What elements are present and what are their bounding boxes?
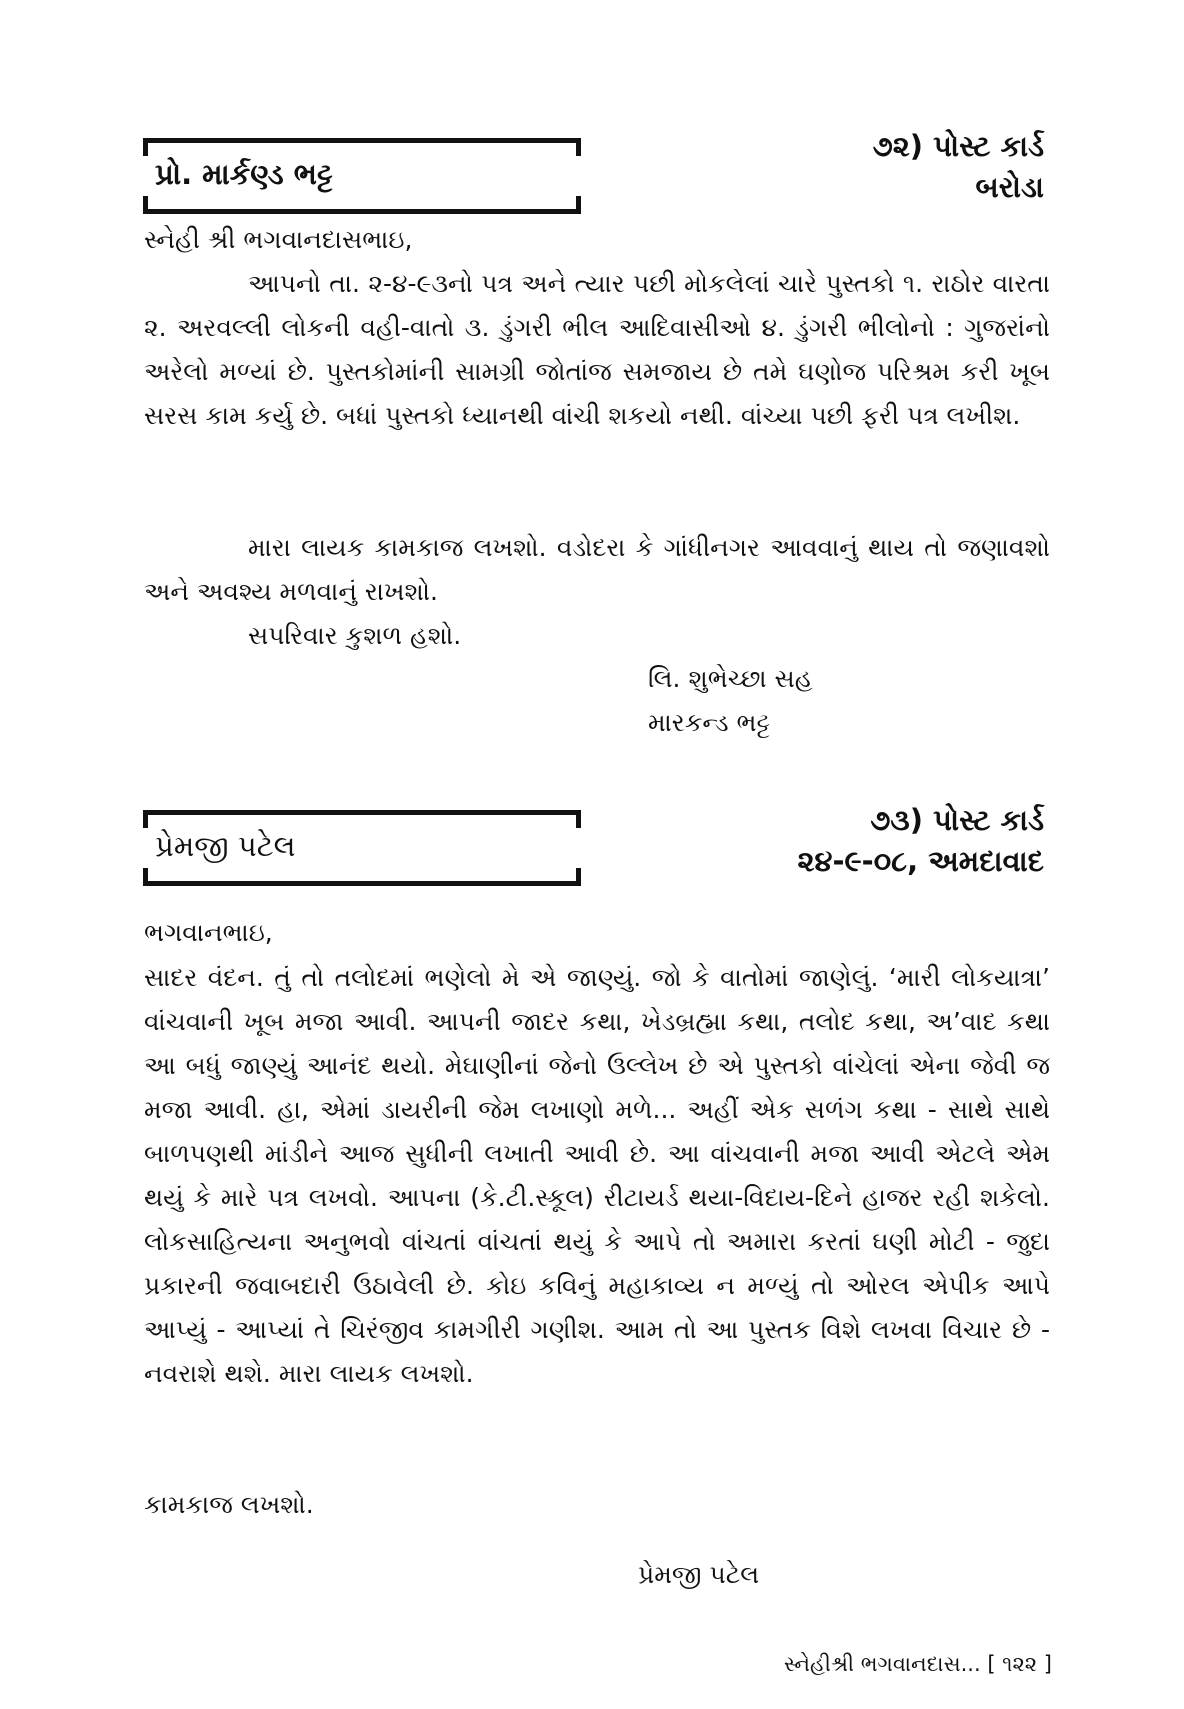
letter1-salutation: સ્નેહી શ્રી ભગવાનદાસભાઇ, [144,225,413,254]
letter2-signature: પ્રેમજી પટેલ [638,1560,760,1589]
letter1-signature: મારકન્ડ ભટ્ટ [648,708,771,737]
letter2-sender-name: પ્રેમજી પટેલ [155,829,296,863]
footer-page-number: [ ૧૨૨ ] [987,1652,1052,1676]
page-footer [784,1652,1052,1677]
letter1-paragraph-1: આપનો તા. ૨-૪-૯૩નો પત્ર અને ત્યાર પછી મોકલેલાં ચારે પુસ્તકો ૧. રાઠોર વારતા ૨. અરવલ્લી લોકની વહી-વાતો ૩. ડુંગરી ભીલ આદિવાસીઓ ૪. ડુંગરી ભીલોનો : ગુજરાંનો અરેલો મળ્યાં છે. પુસ્તકોમાંની સામગ્રી જોતાંજ સમજાય છે તમે ઘણોજ પરિશ્રમ કરી ખૂબ સરસ કામ કર્યુ છે. બધાં પુસ્તકો ધ્યાનથી વાંચી શકયો નથી. વાંચ્યા પછી ફરી પત્ર લખીશ. [144,269,1050,430]
letter2-paragraph-1: સાદર વંદન. તું તો તલોદમાં ભણેલો મે એ જાણ્યું. જો કે વાતોમાં જાણેલું. ‘મારી લોકયાત્રા’ વાંચવાની ખૂબ મજા આવી. આપની જાદર કથા, ખેડબ્રહ્મા કથા, તલોદ કથા, અ’વાદ કથા આ બધું જાણ્યું આનંદ થયો. મેઘાણીનાં જેનો ઉલ્લેખ છે એ પુસ્તકો વાંચેલાં એના જેવી જ મજા આવી. હા, એમાં ડાયરીની જેમ લખાણો મળે... અહીં એક સળંગ કથા - સાથે સાથે બાળપણથી માંડીને આજ સુધીની લખાતી આવી છે. આ વાંચવાની મજા આવી એટલે એમ થયું કે મારે પત્ર લખવો. આપના (કે.ટી.સ્કૂલ) રીટાયર્ડ થયા-વિદાય-દિને હાજર રહી શકેલો. લોકસાહિત્યના અનુભવો વાંચતાં વાંચતાં થયું કે આપે તો અમારા કરતાં ઘણી મોટી - જુદા પ્રકારની જવાબદારી ઉઠાવેલી છે. કોઇ કવિનું મહાકાવ્ય ન મળ્યું તો ઓરલ એપીક આપે આપ્યું - આપ્યાં તે ચિરંજીવ કામગીરી ગણીશ. આમ તો આ પુસ્તક વિશે લખવા વિચાર છે - નવરાશે થશે. મારા લાયક લખશો. [144,963,1050,1388]
letter1-closing: લિ. શુભેચ્છા સહ [648,664,813,693]
footer-book-title: સ્નેહીશ્રી ભગવાનદાસ... [783,1652,981,1676]
letter1-paragraph-3: સપરિવાર કુશળ હશો. [248,621,462,650]
letter1-heading [873,126,1044,207]
letter2-salutation: ભગવાનભાઇ, [144,918,273,947]
letter2-date-place: ૨૪-૯-૦૮, અમદાવાદ [797,843,1044,878]
letter1-paragraph-2: મારા લાયક કામકાજ લખશો. વડોદરા કે ગાંધીનગર આવવાનું થાય તો જણાવશો અને અવશ્ય મળવાનું રાખશો. [144,533,1050,606]
letter2-paragraph-2: કામકાજ લખશો. [144,1490,314,1519]
letter1-name-box [143,138,581,214]
letter2-heading [797,800,1044,881]
letter2-number-title: ૭૩) પોસ્ટ કાર્ડ [870,803,1044,837]
letter1-place: બરોડા [975,169,1044,204]
letter1-number-title: ૭૨) પોસ્ટ કાર્ડ [872,129,1044,163]
letter2-name-box [143,810,581,886]
letter1-sender-name: પ્રો. માર્કણ્ડ ભટ્ટ [155,157,333,191]
